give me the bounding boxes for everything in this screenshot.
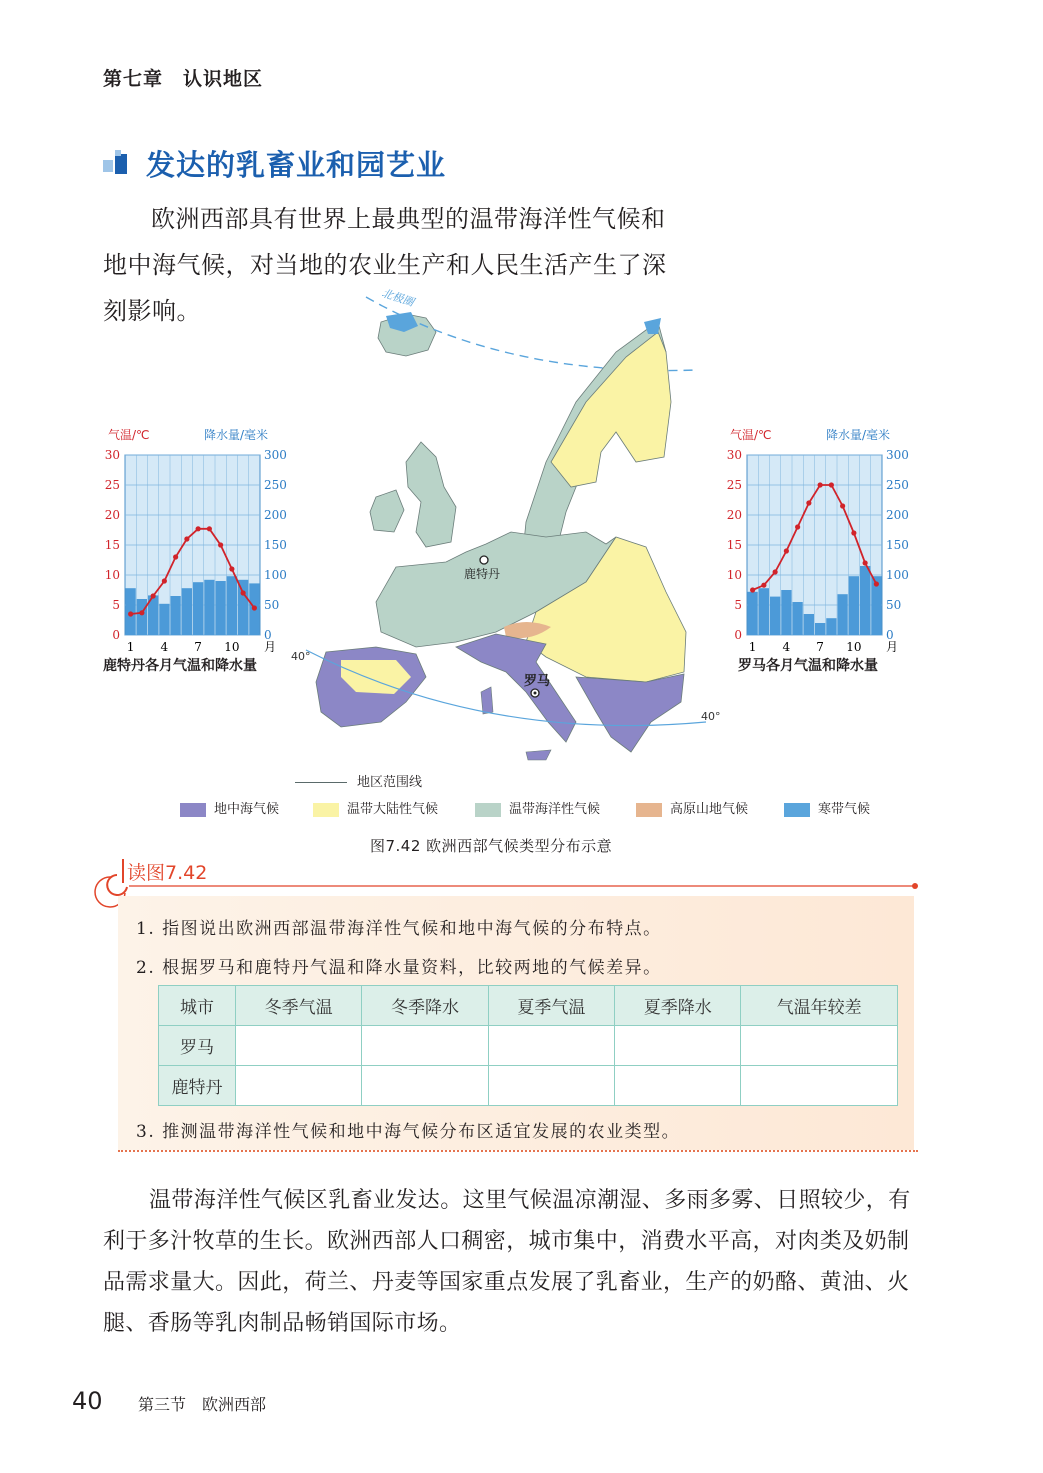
question-1: 1. 指图说出欧洲西部温带海洋性气候和地中海气候的分布特点。 xyxy=(136,919,662,939)
temperature-point xyxy=(829,482,834,487)
temperature-point xyxy=(173,554,178,559)
legend-cold: 寒带气候 xyxy=(784,800,870,820)
precipitation-bar xyxy=(238,580,248,635)
x-tick-label: 1 xyxy=(126,640,135,654)
table-header-cell: 夏季降水 xyxy=(615,986,741,1026)
temperature-point xyxy=(151,593,156,598)
section-title: 发达的乳畜业和园艺业 xyxy=(146,148,447,182)
y-right-tick-label: 300 xyxy=(264,448,287,462)
temperature-point xyxy=(229,566,234,571)
temperature-point xyxy=(874,581,879,586)
great-britain-shape xyxy=(406,442,456,547)
x-unit-label: 月 xyxy=(264,640,277,654)
x-tick-label: 4 xyxy=(782,640,791,654)
y-left-tick-label: 0 xyxy=(112,628,120,642)
body-text: 温带海洋性气候区乳畜业发达。这里气候温凉潮湿、多雨多雾、日照较少，有利于多汁牧草的生长。欧洲西部人口稠密，城市集中，消费水平高，对肉类及奶制品需求量大。因此，荷兰、丹麦等国家重点发展了乳畜业，生产的奶酪、黄油、火腿、香肠等乳肉制品畅销国际市场。 xyxy=(103,1188,911,1336)
table-row-label: 罗马 xyxy=(159,1026,236,1066)
table-row xyxy=(159,1026,898,1066)
y-right-tick-label: 50 xyxy=(886,598,902,612)
dotted-divider xyxy=(118,1150,918,1152)
x-tick-label: 10 xyxy=(224,640,240,654)
table-header-cell: 夏季气温 xyxy=(488,986,614,1026)
y-right-tick-label: 0 xyxy=(886,628,894,642)
legend-continental: 温带大陆性气候 xyxy=(313,800,438,820)
temperature-point xyxy=(806,500,811,505)
y-right-tick-label: 150 xyxy=(264,538,287,552)
scandinavia-continental xyxy=(551,332,671,487)
y-right-tick-label: 100 xyxy=(886,568,909,582)
precipitation-bar xyxy=(759,588,769,635)
precipitation-bar xyxy=(748,592,758,635)
x-unit-label: 月 xyxy=(886,640,899,654)
rotterdam-climate-chart xyxy=(100,425,290,675)
table-cell[interactable] xyxy=(362,1066,488,1106)
latitude-40-label-left: 40° xyxy=(291,650,311,663)
rome-climate-chart xyxy=(722,425,912,675)
precipitation-bar xyxy=(227,576,237,635)
temperature-point xyxy=(139,610,144,615)
y-left-tick-label: 15 xyxy=(104,538,120,552)
temperature-point xyxy=(851,530,856,535)
table-header-row xyxy=(159,986,898,1026)
x-tick-label: 10 xyxy=(846,640,862,654)
y-left-tick-label: 15 xyxy=(726,538,742,552)
precipitation-bar xyxy=(137,599,147,635)
y-left-tick-label: 25 xyxy=(104,478,120,492)
y-right-tick-label: 250 xyxy=(886,478,909,492)
y-left-tick-label: 5 xyxy=(734,598,742,612)
temperature-point xyxy=(863,560,868,565)
temperature-point xyxy=(241,590,246,595)
temperature-point xyxy=(218,542,223,547)
y-left-axis-label: 气温/℃ xyxy=(730,428,772,442)
y-left-tick-label: 0 xyxy=(734,628,742,642)
temperature-point xyxy=(840,503,845,508)
ireland-shape xyxy=(370,490,404,532)
y-right-tick-label: 100 xyxy=(264,568,287,582)
temperature-point xyxy=(196,526,201,531)
table-header-cell: 城市 xyxy=(159,986,236,1026)
temperature-point xyxy=(128,611,133,616)
y-left-tick-label: 25 xyxy=(726,478,742,492)
precipitation-bar xyxy=(193,582,203,635)
table-header-cell: 冬季气温 xyxy=(236,986,362,1026)
temperature-point xyxy=(750,587,755,592)
temperature-point xyxy=(252,605,257,610)
y-left-tick-label: 30 xyxy=(726,448,742,462)
table-cell[interactable] xyxy=(741,1026,898,1066)
temperature-point xyxy=(773,569,778,574)
precipitation-bar xyxy=(849,576,859,635)
legend-mediterranean: 地中海气候 xyxy=(180,800,279,820)
table-cell[interactable] xyxy=(488,1026,614,1066)
precipitation-bar xyxy=(216,581,226,635)
table-cell[interactable] xyxy=(741,1066,898,1106)
table-cell[interactable] xyxy=(236,1066,362,1106)
page-number: 40 xyxy=(72,1387,103,1415)
legend-highland: 高原山地气候 xyxy=(636,800,748,820)
precipitation-bar xyxy=(204,580,214,635)
precipitation-bar xyxy=(838,594,848,635)
temperature-point xyxy=(784,548,789,553)
y-right-tick-label: 250 xyxy=(264,478,287,492)
table-cell[interactable] xyxy=(488,1066,614,1106)
temperature-point xyxy=(818,482,823,487)
boundary-legend-label: 地区范围线 xyxy=(357,775,423,790)
y-right-axis-label: 降水量/毫米 xyxy=(825,428,890,442)
y-left-tick-label: 5 xyxy=(112,598,120,612)
temperature-point xyxy=(761,583,766,588)
question-2: 2. 根据罗马和鹿特丹气温和降水量资料，比较两地的气候差异。 xyxy=(136,958,662,978)
intro-paragraph: 欧洲西部具有世界上最典型的温带海洋性气候和地中海气候，对当地的农业生产和人民生活产生了深刻影响。 xyxy=(103,205,667,325)
table-cell[interactable] xyxy=(615,1066,741,1106)
x-tick-label: 1 xyxy=(748,640,757,654)
y-right-tick-label: 300 xyxy=(886,448,909,462)
table-cell[interactable] xyxy=(362,1026,488,1066)
section-square-icon xyxy=(103,150,129,176)
sardinia-shape xyxy=(481,687,493,714)
y-right-tick-label: 200 xyxy=(886,508,909,522)
figure-caption: 图7.42 欧洲西部气候类型分布示意 xyxy=(370,837,613,855)
y-left-tick-label: 30 xyxy=(104,448,120,462)
read-figure-header-ornament xyxy=(105,855,920,895)
sicily-shape xyxy=(526,750,551,760)
rotterdam-marker xyxy=(480,556,488,564)
y-left-tick-label: 20 xyxy=(726,508,742,522)
precipitation-bar xyxy=(826,618,836,635)
precipitation-bar xyxy=(781,590,791,635)
rome-label: 罗马 xyxy=(524,674,551,689)
arctic-circle-label: 北极圈 xyxy=(380,286,416,310)
y-right-tick-label: 150 xyxy=(886,538,909,552)
y-right-axis-label: 降水量/毫米 xyxy=(203,428,268,442)
y-right-tick-label: 50 xyxy=(264,598,280,612)
chapter-number: 第七章 xyxy=(103,68,164,90)
y-left-axis-label: 气温/℃ xyxy=(108,428,150,442)
europe-climate-map xyxy=(286,282,721,794)
precipitation-bar xyxy=(171,596,181,635)
boundary-legend xyxy=(295,771,422,790)
y-left-tick-label: 10 xyxy=(726,568,742,582)
temperature-point xyxy=(207,526,212,531)
climate-legend xyxy=(180,800,900,822)
precipitation-bar xyxy=(159,604,169,635)
balkan-mediterranean xyxy=(576,674,684,752)
y-right-tick-label: 0 xyxy=(264,628,272,642)
latitude-40-label-right: 40° xyxy=(701,710,721,723)
temperature-point xyxy=(162,578,167,583)
question-3: 3. 推测温带海洋性气候和地中海气候分布区适宜发展的农业类型。 xyxy=(136,1122,681,1142)
read-figure-label: 读图7.42 xyxy=(127,862,208,884)
precipitation-bar xyxy=(804,614,814,635)
rotterdam-chart-title: 鹿特丹各月气温和降水量 xyxy=(103,658,257,674)
x-tick-label: 4 xyxy=(160,640,169,654)
chapter-title: 认识地区 xyxy=(183,68,264,90)
rotterdam-label: 鹿特丹 xyxy=(464,567,501,581)
precipitation-bar xyxy=(860,566,870,635)
body-paragraph xyxy=(103,1180,923,1344)
rome-chart-title: 罗马各月气温和降水量 xyxy=(738,658,878,674)
footer-section: 第三节 欧洲西部 xyxy=(138,1395,267,1414)
table-header-cell: 气温年较差 xyxy=(741,986,898,1026)
temperature-point xyxy=(184,536,189,541)
precipitation-bar xyxy=(770,597,780,635)
comparison-table xyxy=(158,985,898,1106)
table-row-label: 鹿特丹 xyxy=(159,1066,236,1106)
precipitation-bar xyxy=(815,623,825,635)
table-cell[interactable] xyxy=(615,1026,741,1066)
table-header-cell: 冬季降水 xyxy=(362,986,488,1026)
precipitation-bar xyxy=(182,588,192,635)
y-right-tick-label: 200 xyxy=(264,508,287,522)
y-left-tick-label: 10 xyxy=(104,568,120,582)
table-cell[interactable] xyxy=(236,1026,362,1066)
table-row xyxy=(159,1066,898,1106)
x-tick-label: 7 xyxy=(816,640,824,654)
legend-oceanic: 温带海洋性气候 xyxy=(475,800,600,820)
temperature-point xyxy=(795,524,800,529)
x-tick-label: 7 xyxy=(194,640,202,654)
chapter-header xyxy=(103,64,263,91)
precipitation-bar xyxy=(793,602,803,635)
y-left-tick-label: 20 xyxy=(104,508,120,522)
